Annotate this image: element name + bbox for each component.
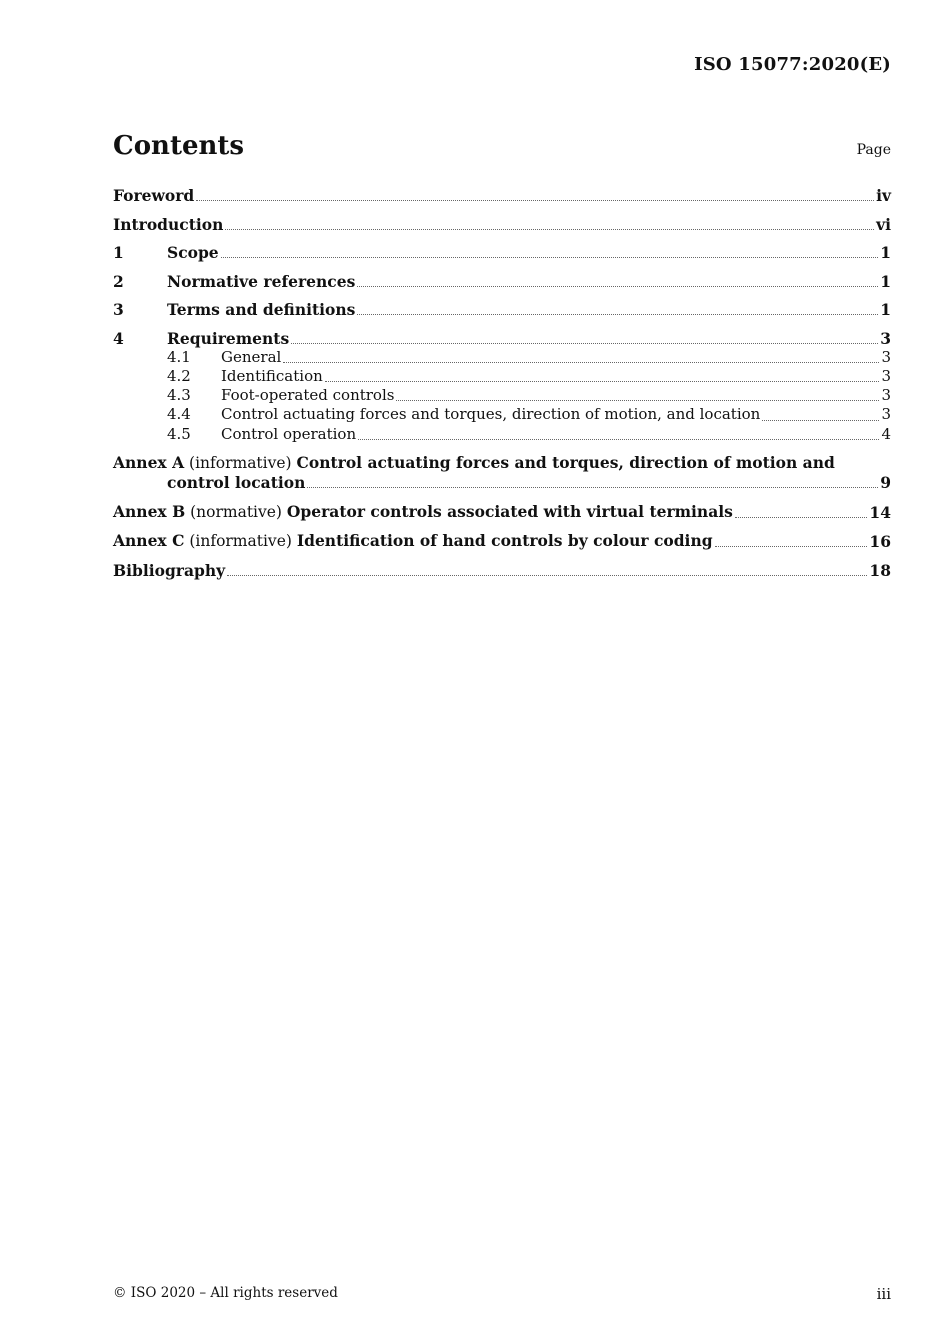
toc-entry-bibliography[interactable] [113,561,891,580]
annex-title: Identification of hand controls by colour coding [296,531,713,551]
toc-page: 18 [869,560,891,580]
dot-leader [291,343,878,344]
dot-leader [227,575,867,576]
toc-page: 16 [869,532,891,552]
toc-page: 1 [880,243,891,262]
toc-page: 3 [880,328,891,348]
toc-subentry-identification[interactable] [113,367,891,386]
page-column-label: Page [856,142,891,158]
toc-title: Introduction [113,214,224,234]
document-id: ISO 15077:2020(E) [694,54,891,75]
toc-title: Identification [221,366,323,385]
toc-page: 3 [881,366,891,385]
toc-page: 9 [880,473,891,493]
toc-entry-terms-and-definitions[interactable] [113,300,891,319]
toc-entry-annex-c[interactable] [113,531,891,551]
annex-title-line1: Control actuating forces and torques, direction of motion and [296,453,835,473]
toc-subentry-control-operation[interactable] [113,425,891,444]
dot-leader [715,546,868,547]
annex-title-line2: control location [167,473,306,493]
annex-type: (normative) [190,502,282,521]
toc-page: 14 [869,502,891,522]
dot-leader [357,286,878,287]
toc-page: 3 [881,405,891,424]
toc-entry-requirements[interactable] [113,329,891,348]
toc-page: 1 [880,271,891,291]
dot-leader [221,257,879,258]
annex-title: Operator controls associated with virtual terminals [286,501,733,521]
toc-title: Requirements [167,328,290,348]
toc-page: 3 [881,347,891,366]
annex-type: (informative) [189,454,292,473]
toc-page: 4 [881,424,891,443]
table-of-contents [113,186,891,580]
dot-leader [283,362,879,363]
annex-label: Annex A [113,453,185,473]
annex-label: Annex C [113,531,185,551]
page-footer [113,1285,891,1303]
toc-number: 2 [113,271,124,291]
toc-number: 1 [113,243,124,262]
toc-page: 1 [880,300,891,319]
contents-title: Contents [113,131,245,161]
dot-leader [396,400,879,401]
toc-number: 4.2 [167,366,191,385]
toc-subentry-control-forces[interactable] [113,405,891,424]
dot-leader [358,439,879,440]
annex-label: Annex B [113,501,186,521]
dot-leader [225,229,874,230]
toc-page: vi [876,214,891,234]
toc-subentry-general[interactable] [113,348,891,367]
toc-title: Scope [167,243,219,262]
annex-type: (informative) [189,532,292,551]
toc-title: Foot-operated controls [221,386,395,405]
toc-number: 4.3 [167,386,191,405]
toc-number: 4.5 [167,424,191,443]
toc-entry-scope[interactable] [113,243,891,262]
toc-page: 3 [881,386,891,405]
toc-entry-foreword[interactable] [113,186,891,205]
toc-entry-normative-references[interactable] [113,272,891,291]
toc-title: Normative references [167,271,356,291]
toc-title: Bibliography [113,560,226,580]
page-number: iii [876,1285,891,1303]
toc-number: 4.1 [167,347,191,366]
dot-leader [762,420,879,421]
toc-entry-annex-b[interactable] [113,502,891,522]
toc-number: 4 [113,328,124,348]
dot-leader [196,200,874,201]
dot-leader [307,487,878,488]
toc-title: Control actuating forces and torques, direction of motion, and location [221,405,761,424]
dot-leader [735,517,868,518]
toc-number: 4.4 [167,405,191,424]
toc-entry-annex-a[interactable] [113,453,891,492]
dot-leader [325,381,880,382]
toc-page: iv [876,186,891,205]
toc-title: Foreword [113,186,195,205]
toc-title: General [221,347,282,366]
toc-entry-introduction[interactable] [113,215,891,234]
toc-title: Control operation [221,424,357,443]
toc-number: 3 [113,300,124,319]
contents-header [113,131,891,161]
toc-subentry-foot-operated-controls[interactable] [113,386,891,405]
copyright-notice: © ISO 2020 – All rights reserved [113,1285,338,1301]
toc-title: Terms and definitions [167,300,356,319]
dot-leader [357,314,878,315]
